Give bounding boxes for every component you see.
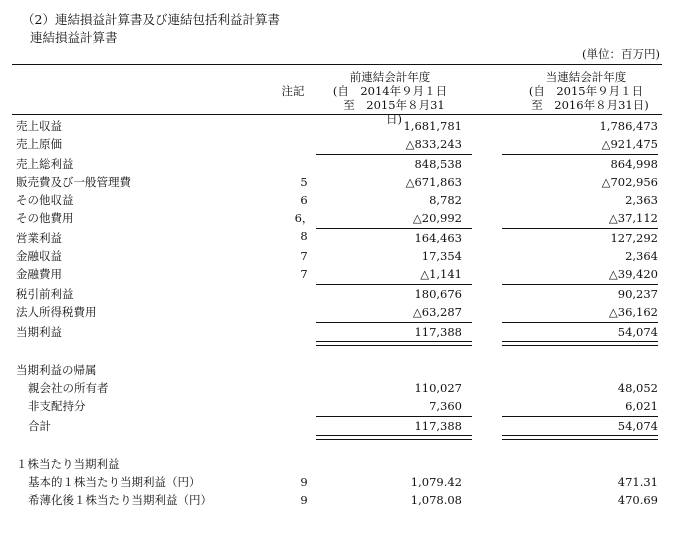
row-note: 9 (300, 493, 308, 507)
row-label: 販売費及び一般管理費 (16, 175, 131, 189)
row-curr-value: △921,475 (601, 137, 658, 151)
row-curr-value: △39,420 (608, 267, 658, 281)
total-double-rule (316, 341, 472, 346)
row-note: 6，8 (294, 211, 314, 243)
table-row (12, 303, 662, 321)
table-row (12, 155, 662, 173)
table-row (12, 173, 662, 191)
column-header-curr-to: 至 2016年８月31日) (531, 98, 649, 112)
total-double-rule (502, 341, 658, 346)
row-label: 金融費用 (16, 267, 62, 281)
column-header-prev-from: (自 2014年９月１日 (332, 84, 448, 98)
column-header-curr-from: (自 2015年９月１日 (528, 84, 644, 98)
table-row (12, 135, 662, 153)
table-row (12, 247, 662, 265)
row-label: 非支配持分 (28, 399, 86, 413)
row-label: 営業利益 (16, 231, 62, 245)
row-note: 7 (300, 249, 308, 263)
row-prev-value: 180,676 (414, 287, 462, 301)
row-curr-value: 54,074 (617, 419, 658, 433)
row-curr-value: 127,292 (610, 231, 658, 245)
row-prev-value: 1,078.08 (410, 493, 462, 507)
row-curr-value: 471.31 (617, 475, 658, 489)
column-header-curr (516, 70, 656, 112)
row-label: 当期利益 (16, 325, 62, 339)
statement-title: （2）連結損益計算書及び連結包括利益計算書 (22, 12, 280, 27)
total-double-rule (316, 435, 472, 440)
row-label: 売上総利益 (16, 157, 74, 171)
row-prev-value: △63,287 (412, 305, 462, 319)
row-label: 税引前利益 (16, 287, 74, 301)
row-note: 7 (300, 267, 308, 281)
row-curr-value: 6,021 (625, 399, 658, 413)
attribution-heading: 当期利益の帰属 (16, 363, 97, 377)
table-row (12, 323, 662, 341)
row-label: 希薄化後１株当たり当期利益（円） (28, 493, 212, 507)
row-label: 親会社の所有者 (28, 381, 109, 395)
row-label: 法人所得税費用 (16, 305, 97, 319)
table-row (12, 285, 662, 303)
table-row (12, 397, 662, 415)
row-prev-value: 1,079.42 (410, 475, 462, 489)
row-prev-value: 1,681,781 (403, 119, 462, 133)
row-curr-value: △36,162 (608, 305, 658, 319)
row-prev-value: 7,360 (429, 399, 462, 413)
row-curr-value: 1,786,473 (599, 119, 658, 133)
table-row (12, 417, 662, 435)
eps-heading: １株当たり当期利益 (16, 457, 120, 471)
row-curr-value: △37,112 (608, 211, 658, 225)
row-prev-value: 164,463 (414, 231, 462, 245)
row-note: 5 (300, 175, 308, 189)
row-prev-value: △833,243 (405, 137, 462, 151)
table-row (12, 491, 662, 509)
row-note: 9 (300, 475, 308, 489)
row-curr-value: 864,998 (610, 157, 658, 171)
row-curr-value: 90,237 (617, 287, 658, 301)
header-rule (12, 114, 662, 115)
row-curr-value: 2,364 (625, 249, 658, 263)
eps-heading-row (12, 455, 662, 473)
column-header-curr-name: 当連結会計年度 (545, 70, 627, 84)
column-header-prev-name: 前連結会計年度 (349, 70, 431, 84)
row-curr-value: △702,956 (601, 175, 658, 189)
table-row (12, 117, 662, 135)
row-curr-value: 48,052 (617, 381, 658, 395)
column-header-prev-to: 至 2015年８月31日) (343, 98, 445, 126)
row-label: その他費用 (16, 211, 74, 225)
row-prev-value: 110,027 (414, 381, 462, 395)
row-prev-value: 17,354 (421, 249, 462, 263)
row-prev-value: △20,992 (412, 211, 462, 225)
table-row (12, 229, 662, 247)
unit-label: (単位：百万円) (582, 47, 660, 61)
row-curr-value: 470.69 (617, 493, 658, 507)
table-row (12, 473, 662, 491)
total-double-rule (502, 435, 658, 440)
top-rule (12, 64, 662, 65)
row-prev-value: △671,863 (405, 175, 462, 189)
table-row (12, 191, 662, 209)
row-curr-value: 54,074 (617, 325, 658, 339)
row-label: その他収益 (16, 193, 74, 207)
row-label: 売上原価 (16, 137, 62, 151)
attribution-heading-row (12, 361, 662, 379)
row-prev-value: △1,141 (420, 267, 462, 281)
row-prev-value: 848,538 (414, 157, 462, 171)
row-prev-value: 8,782 (429, 193, 462, 207)
row-label: 基本的１株当たり当期利益（円） (28, 475, 201, 489)
row-note: 6 (300, 193, 308, 207)
row-label: 金融収益 (16, 249, 62, 263)
row-prev-value: 117,388 (414, 419, 462, 433)
table-row (12, 265, 662, 283)
row-prev-value: 117,388 (414, 325, 462, 339)
statement-subtitle: 連結損益計算書 (30, 30, 118, 45)
table-row (12, 379, 662, 397)
row-label: 売上収益 (16, 119, 62, 133)
row-label: 合計 (28, 419, 51, 433)
column-header-note: 注記 (281, 84, 305, 98)
row-curr-value: 2,363 (625, 193, 658, 207)
